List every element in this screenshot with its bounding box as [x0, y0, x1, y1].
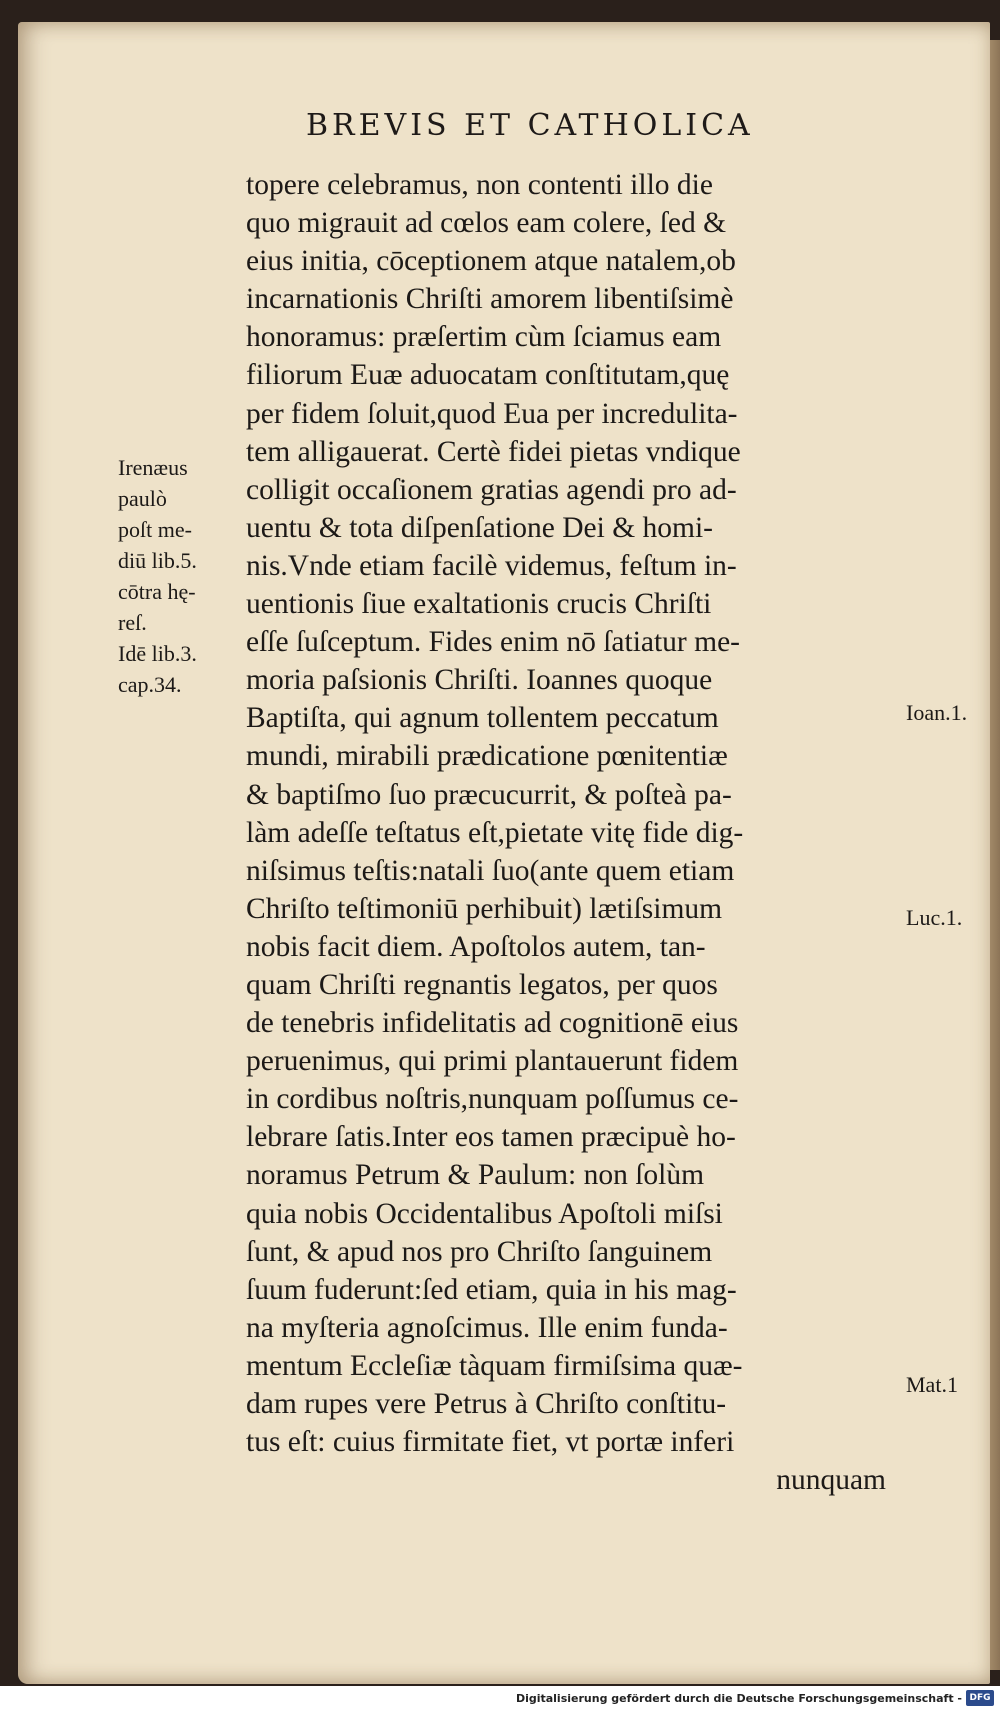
digitization-credit: Digitalisierung gefördert durch die Deutsche Forschungsgemeinschaft -	[515, 1692, 962, 1705]
text-line: na myſteria agnoſcimus. Ille enim funda-	[246, 1311, 728, 1344]
text-line: eſſe ſuſceptum. Fides enim nō ſatiatur me-	[246, 626, 740, 659]
text-line: Chriſto teſtimoniū perhibuit) lætiſsimum	[246, 892, 723, 925]
margin-note-right-mat: Mat.1	[906, 1372, 958, 1397]
text-line: de tenebris infidelitatis ad cognitionē eius	[246, 1007, 739, 1040]
margin-note-line: Idē lib.3.	[118, 641, 197, 666]
text-line: per fidem ſoluit,quod Eua per incredulita-	[246, 397, 738, 430]
dfg-logo: DFG	[966, 1690, 994, 1706]
text-line: mentum Eccleſiæ tàquam firmiſsima quæ-	[246, 1349, 743, 1382]
text-line: tus eſt: cuius firmitate fiet, vt portæ inferi	[246, 1426, 735, 1459]
text-line: quia nobis Occidentalibus Apoſtoli miſsi	[246, 1197, 723, 1230]
margin-note-left	[118, 452, 238, 700]
margin-note-line: poſt me-	[118, 517, 192, 542]
text-line: incarnationis Chriſti amorem libentiſsimè	[246, 283, 734, 316]
margin-note-line: Irenæus	[118, 455, 188, 480]
text-line: quam Chriſti regnantis legatos, per quos	[246, 968, 718, 1001]
text-line: honoramus: præſertim cùm ſciamus eam	[246, 321, 722, 354]
text-line: Baptiſta, qui agnum tollentem peccatum	[246, 702, 719, 735]
catchword: nunquam	[776, 1464, 886, 1497]
text-line: noramus Petrum & Paulum: non ſolùm	[246, 1159, 705, 1192]
text-line: eius initia, cōceptionem atque natalem,ob	[246, 245, 736, 278]
margin-note-line: reſ.	[118, 610, 147, 635]
margin-note-line: diū lib.5.	[118, 548, 197, 573]
margin-note-line: paulò	[118, 486, 167, 511]
text-line: ſunt, & apud nos pro Chriſto ſanguinem	[246, 1235, 713, 1268]
text-line: colligit occaſionem gratias agendi pro ad-	[246, 473, 737, 506]
body-text	[246, 166, 906, 1499]
text-line: moria paſsionis Chriſti. Ioannes quoque	[246, 664, 713, 697]
text-line: ſuum fuderunt:ſed etiam, quia in his mag-	[246, 1273, 737, 1306]
text-line: in cordibus noſtris,nunquam poſſumus ce-	[246, 1083, 739, 1116]
text-line: làm adeſſe teſtatus eſt,pietate vitę fide dig-	[246, 816, 744, 849]
text-line: tem alligauerat. Certè fidei pietas vndique	[246, 435, 741, 468]
text-line: topere celebramus, non contenti illo die	[246, 169, 713, 201]
text-line: & baptiſmo ſuo præcucurrit, & poſteà pa-	[246, 778, 732, 811]
text-line: peruenimus, qui primi plantauerunt fidem	[246, 1045, 739, 1078]
margin-note-line: cōtra hę-	[118, 579, 196, 604]
text-line: quo migrauit ad cœlos eam colere, ſed &	[246, 207, 727, 240]
text-line: lebrare ſatis.Inter eos tamen præcipuè ho-	[246, 1121, 736, 1154]
text-line: niſsimus teſtis:natali ſuo(ante quem etiam	[246, 854, 735, 887]
text-line: nobis facit diem. Apoſtolos autem, tan-	[246, 930, 706, 963]
margin-note-right-ioan: Ioan.1.	[906, 700, 968, 725]
text-line: dam rupes vere Petrus à Chriſto conſtitu-	[246, 1388, 727, 1420]
margin-note-line: cap.34.	[118, 672, 182, 697]
text-line: filiorum Euæ aduocatam conſtitutam,quę	[246, 359, 730, 392]
text-line: mundi, mirabili prædicatione pœnitentiæ	[246, 740, 728, 773]
text-line: uentionis ſiue exaltationis crucis Chriſti	[246, 588, 712, 621]
running-head: BREVIS ET CATHOLICA	[306, 108, 754, 143]
margin-note-right-luc: Luc.1.	[906, 905, 963, 930]
text-line: uentu & tota diſpenſatione Dei & homi-	[246, 511, 713, 544]
text-line: nis.Vnde etiam facilè videmus, feſtum in-	[246, 549, 737, 582]
